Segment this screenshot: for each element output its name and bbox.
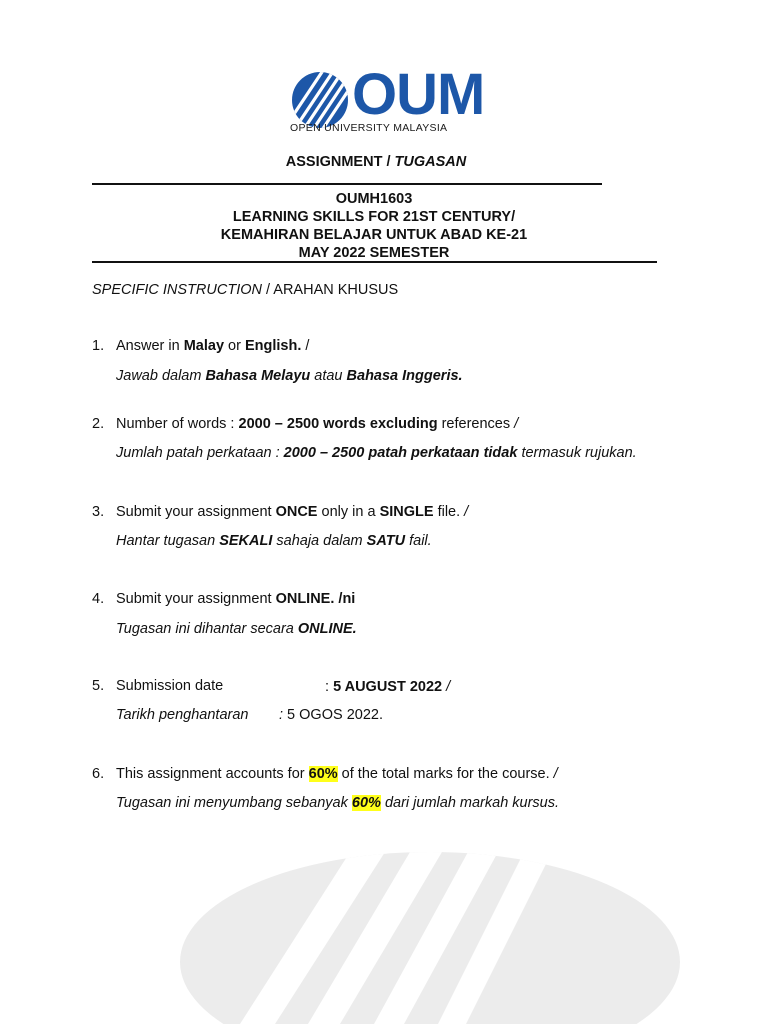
submission-date-label: Submission date <box>116 678 224 694</box>
item-number: 5. <box>92 678 105 694</box>
course-header-block <box>0 190 748 262</box>
course-title-ms: KEMAHIRAN BELAJAR UNTUK ABAD KE-21 <box>220 227 528 243</box>
course-code: OUMH1603 <box>335 191 413 207</box>
item-1-ms: Jawab dalam Bahasa Melayu atau Bahasa Inggeris. <box>116 368 463 384</box>
tarikh-value: : 5 OGOS 2022. <box>279 707 383 723</box>
item-1-en: Answer in Malay or English. / <box>116 338 310 354</box>
assignment-title-ms: TUGASAN <box>394 154 467 170</box>
item-3-en: Submit your assignment ONCE only in a SINGLE file. / <box>116 504 469 520</box>
instruction-heading-ms: ARAHAN KHUSUS <box>273 282 399 298</box>
assignment-title <box>0 154 752 170</box>
item-6-en: This assignment accounts for 60% of the total marks for the course. / <box>116 766 558 782</box>
item-4-ms: Tugasan ini dihantar secara ONLINE. <box>116 621 357 637</box>
highlight-60-percent: 60% <box>308 766 338 782</box>
highlight-60-percent: 60% <box>351 795 381 811</box>
semester: MAY 2022 SEMESTER <box>298 245 450 261</box>
item-3-ms: Hantar tugasan SEKALI sahaja dalam SATU fail. <box>116 533 432 549</box>
item-6-ms: Tugasan ini menyumbang sebanyak 60% dari jumlah markah kursus. <box>116 795 560 811</box>
oum-watermark-logo <box>180 852 680 1024</box>
submission-date-value: : 5 AUGUST 2022 / <box>325 679 451 695</box>
logo-wordmark: OUM <box>352 62 485 127</box>
instruction-heading-en: SPECIFIC INSTRUCTION <box>92 282 262 298</box>
item-2-ms: Jumlah patah perkataan : 2000 – 2500 patah perkataan tidak termasuk rujukan. <box>116 445 637 461</box>
item-4-en: Submit your assignment ONLINE. /ni <box>116 591 356 607</box>
logo-subtitle: OPEN UNIVERSITY MALAYSIA <box>290 122 448 134</box>
item-number: 6. <box>92 766 105 782</box>
course-title-en: LEARNING SKILLS FOR 21ST CENTURY/ <box>232 209 516 225</box>
item-number: 2. <box>92 416 105 432</box>
item-2-en: Number of words : 2000 – 2500 words excluding references / <box>116 416 519 432</box>
item-number: 3. <box>92 504 105 520</box>
divider-bottom <box>92 261 657 263</box>
tarikh-label: Tarikh penghantaran <box>116 707 249 723</box>
instruction-heading: SPECIFIC INSTRUCTION / ARAHAN KHUSUS <box>92 282 399 298</box>
assignment-title-en: ASSIGNMENT / <box>285 154 395 170</box>
item-number: 1. <box>92 338 105 354</box>
item-number: 4. <box>92 591 105 607</box>
divider-top <box>92 183 602 185</box>
